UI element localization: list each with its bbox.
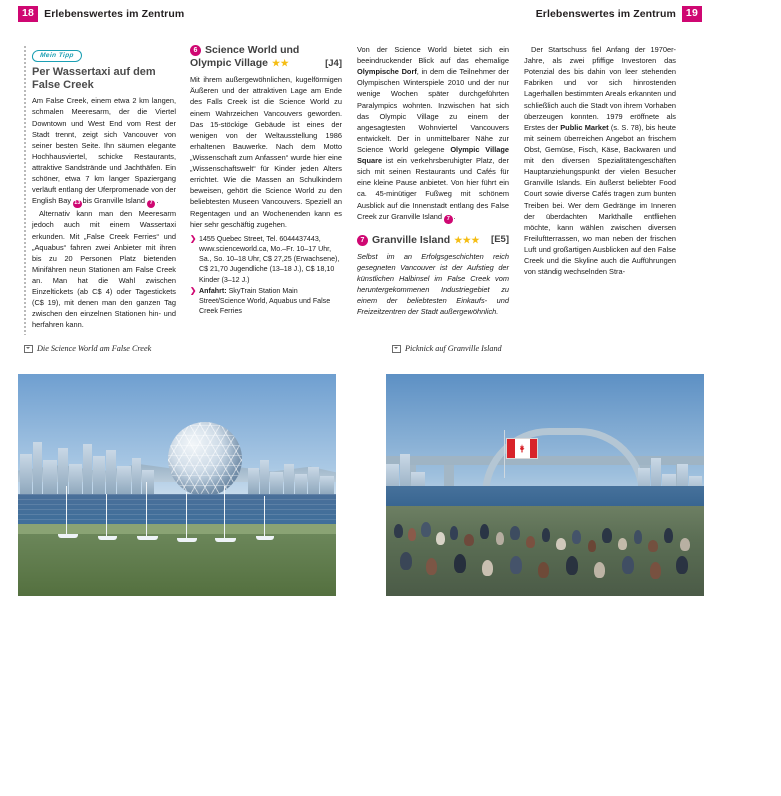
col3-bold-olympisches-dorf: Olympische Dorf bbox=[357, 67, 417, 77]
running-head-right bbox=[536, 6, 702, 22]
tip-p1-part-b: bis Granville Island bbox=[82, 196, 145, 206]
poi-heading-granville-island bbox=[357, 234, 509, 247]
column-2 bbox=[190, 44, 342, 362]
poi-heading-row-2 bbox=[190, 57, 342, 70]
map-gridref-granville-island: [E5] bbox=[491, 234, 509, 246]
col3-part-c: ist ein verkehrsberuhigter Platz, der sich mit seinen Restaurants und Cafés für eine kleine Pause anbietet. Von hier führt ein ca. 45-minütiger Fußweg mit schönem Ausblick auf die Innenstadt entlang des False Creek zur Granville Island bbox=[357, 156, 509, 221]
caption-left-text: Die Science World am False Creek bbox=[37, 344, 152, 353]
running-head-title-right: Erlebenswertes im Zentrum bbox=[535, 7, 676, 20]
caption-left-photo bbox=[24, 344, 151, 353]
photo-icon bbox=[24, 345, 33, 353]
column-4-paragraph bbox=[524, 44, 676, 277]
map-marker-granville-island: 7 bbox=[357, 235, 368, 246]
map-marker-science-world: 6 bbox=[190, 45, 201, 56]
tip-paragraph-1 bbox=[32, 95, 176, 208]
running-head-title-left: Erlebenswertes im Zentrum bbox=[44, 7, 185, 20]
science-world-dome bbox=[168, 422, 242, 496]
info-anfahrt-text: SkyTrain Station Main Street/Science World, Aquabus und False Creek Ferries bbox=[199, 286, 331, 316]
running-head-left bbox=[18, 6, 184, 22]
poi-lead-granville-island bbox=[357, 251, 509, 318]
photo-science-world-false-creek bbox=[18, 374, 345, 796]
col4-part-b: (s. S. 78), bis heute mit seinem überreichen Angebot an frischem Obst, Gemüse, Fisch, Käse, Backwaren und mit den diversen Spezialitätengeschäften Hauptanziehungspunkt der vielen Besucher Granville Islands. Ein äußerst beliebter Food Court sowie diverse Cafés tragen zum bunten Treiben bei. Wer dem Gedränge im Inneren der überdachten Markthalle entfliehen möchte, kann wählen zwischen diversen Freiluftterrassen, wo man neben der frischen Luft und großartigen Ausblicken auf den False Creek und die Skyline auch die Aufführungen von ständig wechselnden Stra- bbox=[524, 122, 676, 277]
col3-part-d: . bbox=[453, 211, 456, 221]
poi-title-granville: Granville Island bbox=[372, 233, 451, 246]
maple-leaf-icon bbox=[520, 444, 525, 453]
rating-stars-science-world: ★★ bbox=[272, 58, 290, 69]
tip-box-body bbox=[32, 95, 176, 330]
science-world-paragraph: Mit ihrem außergewöhnlichen, kugelförmigen Äußeren und der attraktiven Lage am Ende des Falls Creek ist die Science World zu einem Wahrzeichen Vancouvers geworden. Das 15-stöckige Gebäude ist eines der wenigen von der Weltausstellung 1986 erhaltenen Bauwerke. Nach dem Motto „Wissenschaft zum Anfassen“ wurde hier eine „Wissenschaftswelt“ für Kinder jeden Alters errichtet. Wie die Massen an Schulkindern beweisen, gehört die Science World zu den beliebtesten Museen Vancouvers. Speziell an Regentagen und an Wochenenden kann es hier sehr geschäftig zugehen. bbox=[190, 75, 342, 229]
photo-icon bbox=[392, 345, 401, 353]
caption-right-photo bbox=[392, 344, 502, 353]
canadian-flag bbox=[506, 438, 538, 459]
poi-title-line-2: Olympic Village bbox=[190, 57, 269, 70]
poi-heading-row-1 bbox=[190, 44, 342, 57]
column-4-body bbox=[524, 44, 676, 277]
running-head bbox=[0, 0, 720, 28]
poi-heading-science-world bbox=[190, 44, 342, 70]
map-marker-english-bay: 13 bbox=[73, 200, 82, 209]
poi-title-line-1: Science World und bbox=[205, 44, 300, 56]
photo-credit-left: OHZVH, KML/116 bbox=[339, 752, 345, 796]
col3-part-a: Von der Science World bietet sich ein beeindruckender Blick auf das ehemalige bbox=[357, 45, 509, 66]
col3-bold-olympic-village-square: Olympic Village Square bbox=[357, 144, 509, 166]
rating-stars-granville-island: ★★★ bbox=[454, 234, 480, 245]
chevron-right-icon: ❯ bbox=[190, 286, 197, 296]
map-marker-granville-island: 7 bbox=[444, 215, 453, 224]
info-row-anfahrt bbox=[190, 286, 342, 317]
tip-p1-part-a: Am False Creek, einem etwa 2 km langen, schmalen Meeresarm, der die Viertel Downtown und West End vom Rest der Stadt trennt, zeigt sich Vancouver von seiner besten Seite. Ihn säumen elegante Hochhausviertel, schicke Restaurants, attraktive Sandstrände und Jachthäfen. Ein schöner, etwa 7 km langer Spaziergang verläuft entlang der Uferpromenade von der English Bay bbox=[32, 96, 176, 206]
map-marker-granville-island: 7 bbox=[147, 200, 156, 209]
poi-body-science-world bbox=[190, 74, 342, 230]
page-folio-right: 19 bbox=[682, 6, 702, 22]
column-1 bbox=[24, 44, 176, 362]
map-gridref-science-world: [J4] bbox=[325, 57, 342, 69]
crowd-of-people bbox=[386, 502, 704, 596]
tip-title-line-1: Per Wassertaxi auf dem bbox=[32, 65, 156, 78]
photo-picknick-granville-island bbox=[386, 374, 781, 796]
page-folio-left: 18 bbox=[18, 6, 38, 22]
chevron-right-icon: ❯ bbox=[190, 234, 197, 244]
text-columns bbox=[18, 44, 704, 362]
col4-part-a: Der Startschuss fiel Anfang der 1970er-Jahre, als zwei pfiffige Investoren das Potenzial des bis dahin von leer stehenden Fabriken und vor sich hinrostenden Lagerhallen bestimmten Areals erkannten und schließlich auch die Stadt von ihrem Vorhaben überzeugen konnten. 1979 eröffnete als Erstes der bbox=[524, 45, 677, 132]
info-anfahrt-label: Anfahrt: bbox=[199, 286, 227, 295]
column-3-body bbox=[357, 44, 509, 224]
col3-part-b: , in dem die Teilnehmer der Olympischen Winterspiele 2010 und der nur wenige Wochen später durchgeführten Paralympics wohnten. Inzwischen hat sich das Olympic Village zu einem der angesagtesten Wohnviertel Vancouvers entwickelt. Der in unmittelbarer Nähe zur Science World gelegene bbox=[357, 67, 509, 154]
service-info-science-world bbox=[190, 234, 342, 317]
poi-heading-row-granville bbox=[357, 234, 509, 247]
granville-lead-paragraph: Selbst im an Erfolgsgeschichten reich gesegneten Vancouver ist der Aufstieg der künstlichen Halbinsel im False Creek vom heruntergekommenen Industriegebiet zu einem der beliebtesten Einkaufs- und Freizeitzentren der Stadt außergewöhnlich. bbox=[357, 251, 509, 317]
tip-p1-part-c: . bbox=[156, 196, 159, 206]
column-3 bbox=[357, 44, 509, 362]
info-row-address bbox=[190, 234, 342, 285]
tip-box-title bbox=[32, 66, 176, 93]
photo-credit-right: OHZVH, KML/116 bbox=[775, 752, 781, 796]
mein-tipp-badge: Mein Tipp bbox=[31, 50, 82, 62]
caption-right-text: Picknick auf Granville Island bbox=[405, 344, 502, 353]
info-address-text: 1455 Quebec Street, Tel. 6044437443, www.scienceworld.ca, Mo.–Fr. 10–17 Uhr, Sa., So. 10–18 Uhr, C$ 27,25 (Erwachsene), C$ 21,70 Jugendliche (13–18 J.), C$ 18,10 Kinder (3–12 J.) bbox=[199, 234, 340, 284]
column-3-paragraph bbox=[357, 44, 509, 224]
tip-box bbox=[24, 44, 176, 331]
tip-paragraph-2: Alternativ kann man den Meeresarm jedoch auch mit einem Wassertaxi erkunden. Mit „False Creek Ferries“ und „Aquabus“ fahren zwei Anbieter mit ihren bis zu 20 Personen Platz bietenden Minifähren neun Stationen am False Creek an. Man hat die Wahl zwischen Einzeltickets (ab C$ 4) oder Tagestickets (C$ 19), mit denen man den ganzen Tag zwischen den einzelnen Stationen hin- und herfahren kann. bbox=[32, 209, 176, 330]
tip-title-line-2: False Creek bbox=[32, 78, 94, 91]
col4-bold-public-market: Public Market bbox=[560, 122, 609, 132]
column-4 bbox=[524, 44, 676, 362]
